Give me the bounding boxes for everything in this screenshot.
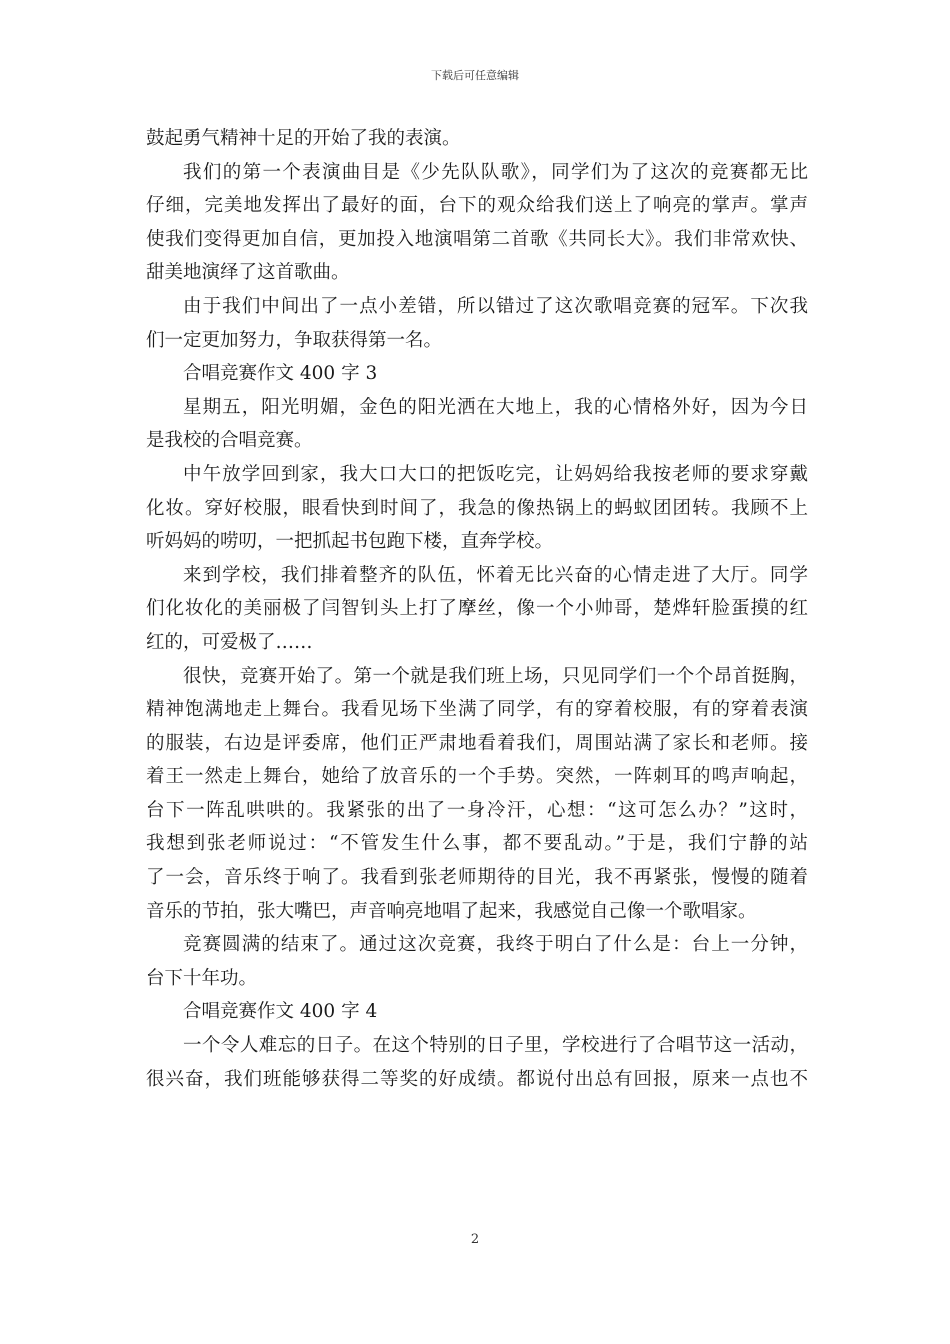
text-line: 由于我们中间出了一点小差错，所以错过了这次歌唱竞赛的冠军。下次我 <box>183 295 808 317</box>
text-line: 们一定更加努力，争取获得第一名。 <box>146 329 443 351</box>
text-line: 了一会，音乐终于响了。我看到张老师期待的目光，我不再紧张，慢慢的随着 <box>146 867 808 889</box>
text-line: 甜美地演绎了这首歌曲。 <box>146 262 350 284</box>
text-line: 合唱竞赛作文 400 字 4 <box>183 1001 378 1023</box>
text-line: 我想到张老师说过：“不管发生什么事，都不要乱动。”于是，我们宁静的站 <box>146 833 808 855</box>
text-line: 仔细，完美地发挥出了最好的面，台下的观众给我们送上了响亮的掌声。掌声 <box>146 195 808 217</box>
text-line: 红的，可爱极了…… <box>146 631 313 653</box>
page-number: 2 <box>470 1232 480 1247</box>
text-line: 的服装，右边是评委席，他们正严肃地看着我们，周围站满了家长和老师。接 <box>146 732 808 754</box>
text-line: 来到学校，我们排着整齐的队伍，怀着无比兴奋的心情走进了大厅。同学 <box>183 564 808 586</box>
text-line: 鼓起勇气精神十足的开始了我的表演。 <box>146 128 461 149</box>
text-line: 中午放学回到家，我大口大口的把饭吃完，让妈妈给我按老师的要求穿戴 <box>183 463 808 485</box>
text-line: 星期五，阳光明媚，金色的阳光洒在大地上，我的心情格外好，因为今日 <box>183 396 808 418</box>
text-line: 们化妆化的美丽极了闫智钊头上打了摩丝，像一个小帅哥，楚烨轩脸蛋摸的红 <box>146 598 808 620</box>
text-line: 使我们变得更加自信，更加投入地演唱第二首歌《共同长大》。我们非常欢快、 <box>146 228 808 250</box>
text-line: 精神饱满地走上舞台。我看见场下坐满了同学，有的穿着校服，有的穿着表演 <box>146 699 808 721</box>
text-line: 我们的第一个表演曲目是《少先队队歌》，同学们为了这次的竞赛都无比 <box>183 161 808 183</box>
text-line: 竞赛圆满的结束了。通过这次竞赛，我终于明白了什么是：台上一分钟， <box>183 934 808 956</box>
text-line: 台下一阵乱哄哄的。我紧张的出了一身冷汗，心想：“这可怎么办？”这时， <box>146 799 808 821</box>
text-line: 着王一然走上舞台，她给了放音乐的一个手势。突然，一阵刺耳的鸣声响起， <box>146 766 808 788</box>
text-line: 合唱竞赛作文 400 字 3 <box>183 363 378 385</box>
text-line: 很兴奋，我们班能够获得二等奖的好成绩。都说付出总有回报，原来一点也不 <box>146 1068 808 1090</box>
text-line: 一个令人难忘的日子。在这个特别的日子里，学校进行了合唱节这一活动， <box>183 1035 808 1057</box>
page-header: 下载后可任意编辑 <box>431 69 519 82</box>
text-line: 是我校的合唱竞赛。 <box>146 430 313 452</box>
text-line: 很快，竞赛开始了。第一个就是我们班上场，只见同学们一个个昂首挺胸， <box>183 665 808 687</box>
text-line: 音乐的节拍，张大嘴巴，声音响亮地唱了起来，我感觉自己像一个歌唱家。 <box>146 900 757 922</box>
text-line: 听妈妈的唠叨，一把抓起书包跑下楼，直奔学校。 <box>146 531 554 553</box>
text-line: 化妆。穿好校服，眼看快到时间了，我急的像热锅上的蚂蚁团团转。我顾不上 <box>146 497 808 519</box>
text-line: 台下十年功。 <box>146 967 258 989</box>
document-body <box>146 122 808 1096</box>
